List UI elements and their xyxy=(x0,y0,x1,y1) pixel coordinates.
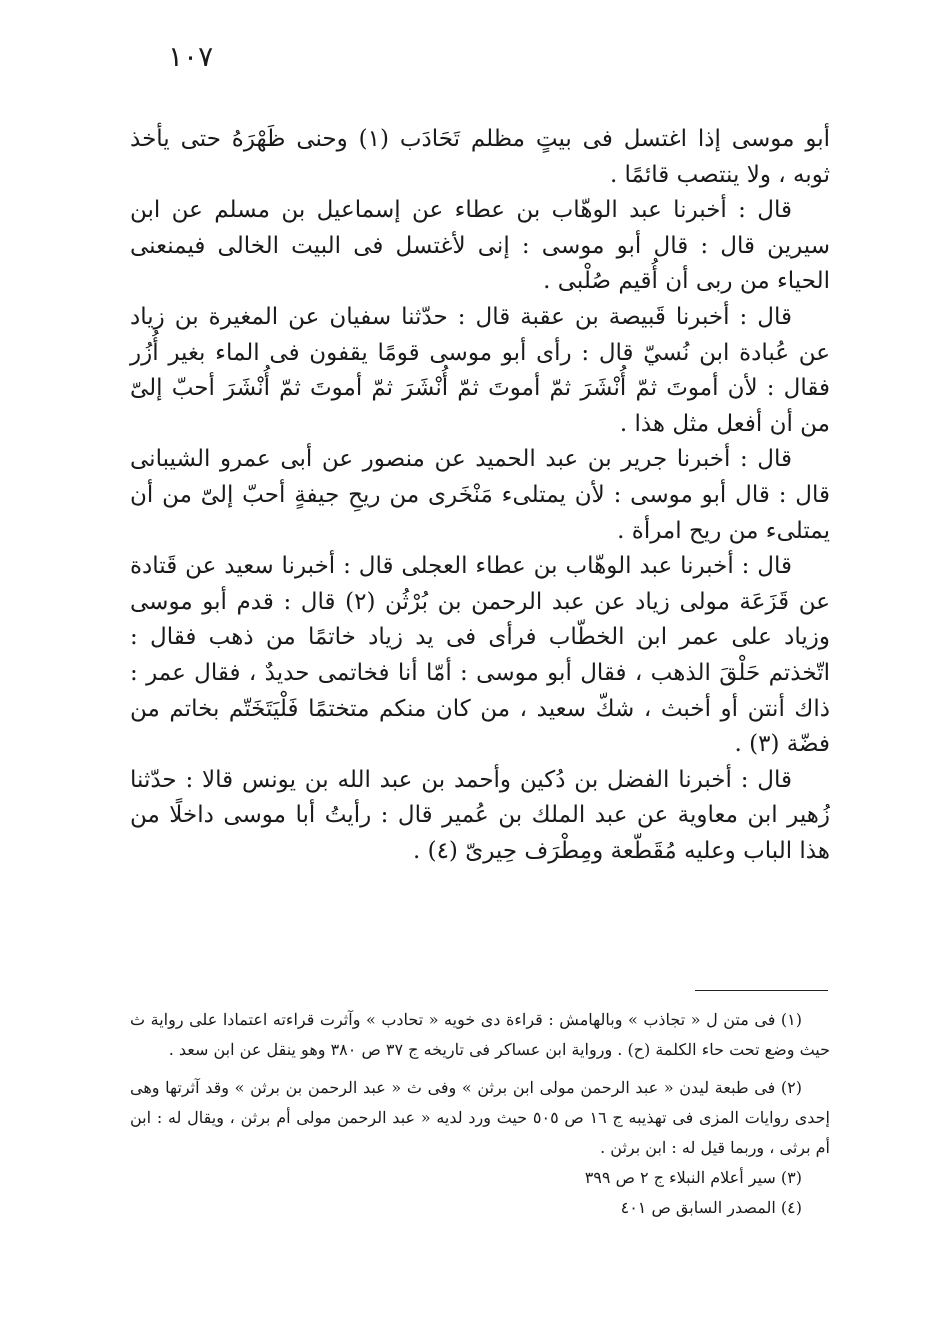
paragraph: قال : أخبرنا قَبيصة بن عقبة قال : حدّثنا سفيان عن المغيرة بن زياد عن عُبادة ابن نُسيّ قال : رأى أبو موسى قومًا يقفون فى الماء بغير أُزُر فقال : لأن أموتَ ثمّ أُنْشَرَ ثمّ أموتَ ثمّ أُنْشَرَ ثمّ أموتَ ثمّ أُنْشَرَ أحبّ إلىّ من أن أفعل مثل هذا . xyxy=(130,303,830,437)
footnote: (١) فى متن ل « تجاذب » وبالهامش : قراءة دى خويه « تحادب » وآثرت قراءته اعتمادا على رواية ث حيث وضع تحت حاء الكلمة (ح) . ورواية ابن عساكر فى تاريخه ج ٣٧ ص ٣٨٠ وهو ينقل عن ابن سعد . xyxy=(130,1010,830,1059)
main-text xyxy=(130,122,830,869)
footnote: (٣) سير أعلام النبلاء ج ٢ ص ٣٩٩ xyxy=(584,1168,802,1187)
paragraph: قال : أخبرنا جرير بن عبد الحميد عن منصور عن أبى عمرو الشيبانى قال : قال أبو موسى : لأن يمتلىء مَنْخَرى من ريحِ جيفةٍ أحبّ إلىّ من أن يمتلىء من ريح امرأة . xyxy=(130,446,830,544)
footnotes xyxy=(130,1005,830,1223)
paragraph: أبو موسى إذا اغتسل فى بيتٍ مظلم تَحَادَب (١) وحنى ظَهْرَهُ حتى يأخذ ثوبه ، ولا ينتصب قائمًا . xyxy=(130,126,830,188)
footnote-divider xyxy=(695,990,828,991)
paragraph: قال : أخبرنا عبد الوهّاب بن عطاء العجلى قال : أخبرنا سعيد عن قَتادة عن قَزَعَة مولى زياد عن عبد الرحمن بن بُرْثُن (٢) قال : قدم أبو موسى وزياد على عمر ابن الخطّاب فرأى فى يد زياد خاتمًا من ذهب فقال : اتّخذتم حَلْقَ الذهب ، فقال أبو موسى : أمّا أنا فخاتمى حديدٌ ، فقال عمر : ذاك أنتن أو أخبث ، شكّ سعيد ، من كان منكم متختمًا فَلْيَتَخَتّم بخاتم من فضّة (٣) . xyxy=(130,553,831,758)
footnote: (٢) فى طبعة ليدن « عبد الرحمن مولى ابن برثن » وفى ث « عبد الرحمن بن برثن » وقد آثرتها وهى إحدى روايات المزى فى تهذيبه ج ١٦ ص ٥٠٥ حيث ورد لديه « عبد الرحمن مولى أم برثن ، ويقال له : ابن أم برثى ، وربما قيل له : ابن برثن . xyxy=(130,1078,830,1157)
footnote: (٤) المصدر السابق ص ٤٠١ xyxy=(620,1198,802,1217)
page-number: ١٠٧ xyxy=(168,40,214,73)
paragraph: قال : أخبرنا عبد الوهّاب بن عطاء عن إسماعيل بن مسلم عن ابن سيرين قال : قال أبو موسى : إنى لأغتسل فى البيت الخالى فيمنعنى الحياء من ربى أن أُقيم صُلْبى . xyxy=(130,197,830,295)
paragraph: قال : أخبرنا الفضل بن دُكين وأحمد بن عبد الله بن يونس قالا : حدّثنا زُهير ابن معاوية عن عبد الملك بن عُمير قال : رأيتُ أبا موسى داخلًا من هذا الباب وعليه مُقَطّعة ومِطْرَف حِيرىّ (٤) . xyxy=(130,766,830,864)
